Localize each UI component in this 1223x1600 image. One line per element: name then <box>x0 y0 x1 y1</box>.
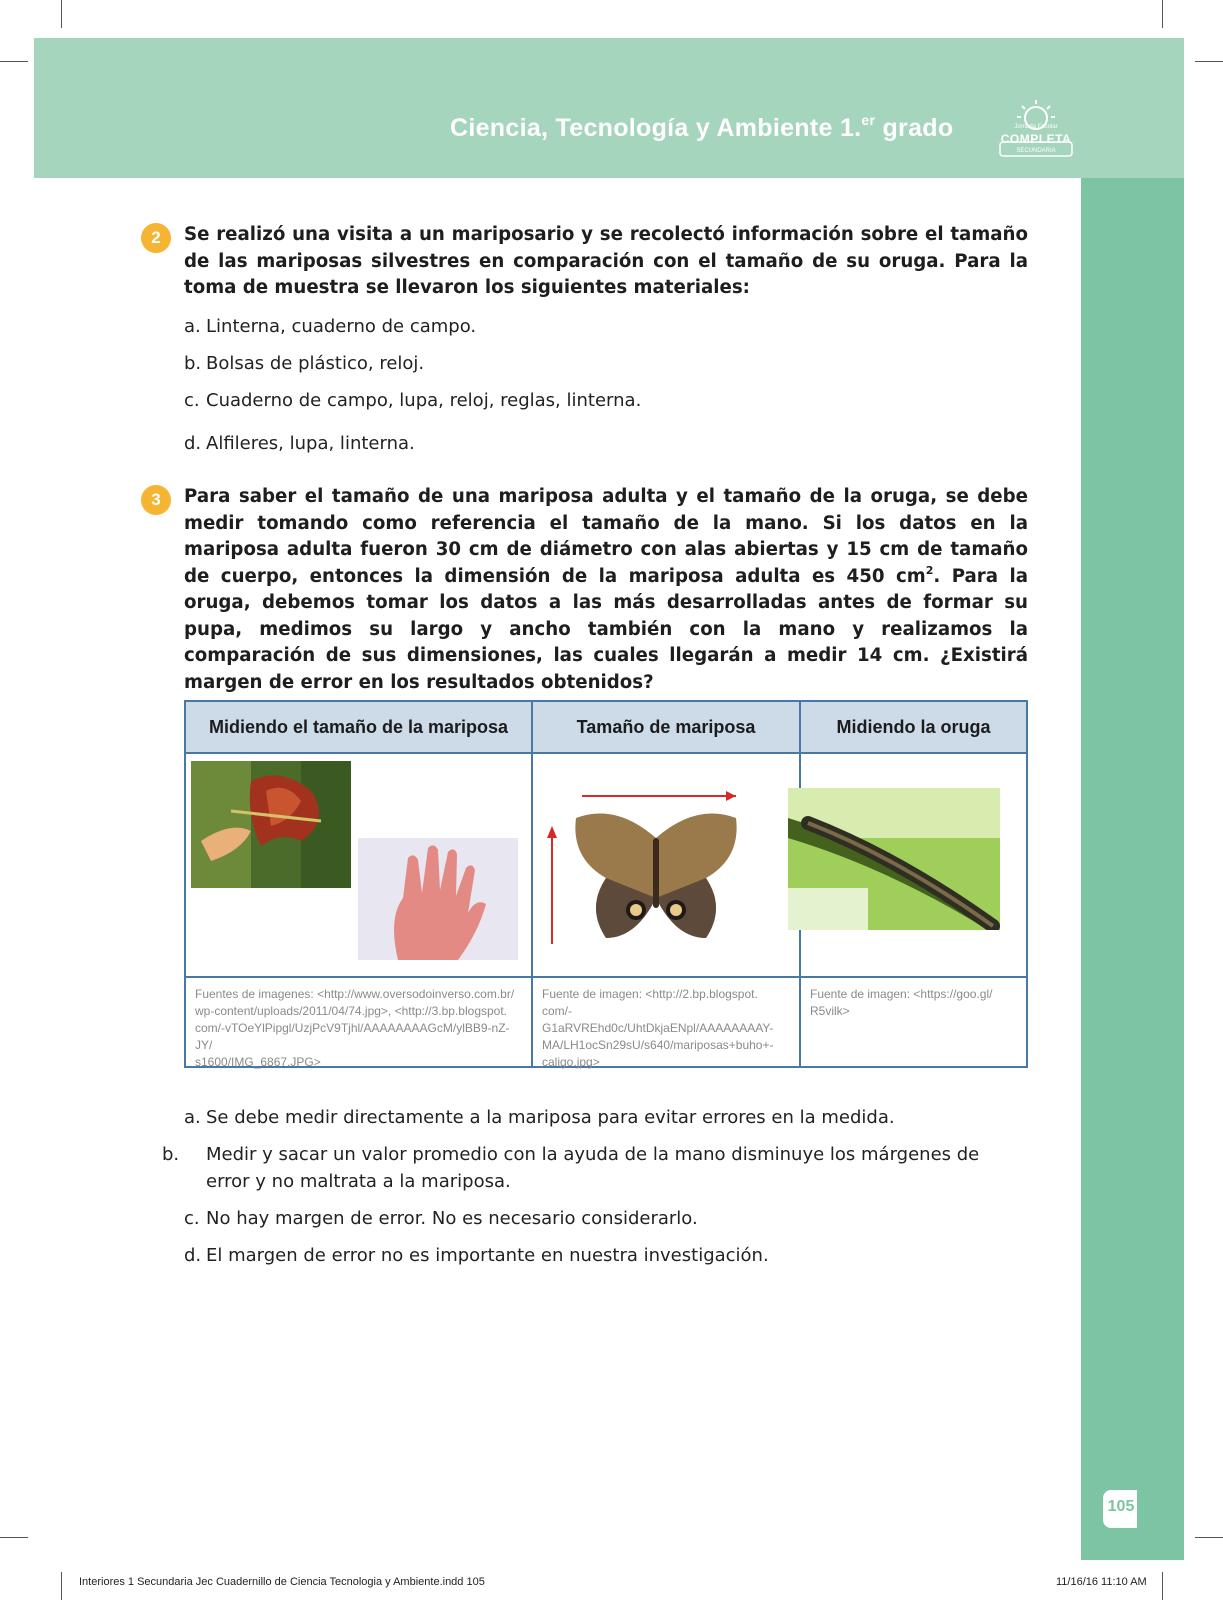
table-header-1: Midiendo el tamaño de la mariposa <box>186 702 531 754</box>
table-source-2: Fuente de imagen: <http://2.bp.blogspot. com/-G1aRVREhd0c/UhtDkjaENpl/AAAAAAAAY- MA/LH1ocSn29sU/s640/mariposas+buho+- caligo.jpg> <box>542 987 774 1069</box>
side-strip <box>1081 178 1184 1560</box>
question-3-option-d: d. El margen de error no es importante en nuestra investigación. <box>184 1245 769 1266</box>
crop-mark-left-top <box>0 61 28 62</box>
image-table <box>184 700 1028 1068</box>
logo-main: COMPLETA <box>1000 132 1072 146</box>
question-2-option-c: c. Cuaderno de campo, lupa, reloj, reglas, linterna. <box>184 390 642 411</box>
crop-mark-bottom-right <box>1162 1572 1163 1600</box>
crop-mark-right-bottom <box>1195 1537 1223 1538</box>
question-3-text: Para saber el tamaño de una mariposa adulta y el tamaño de la oruga, se debe medir tomando como referencia el tamaño de la mano. Si los datos en la mariposa adulta fueron 30 cm de diámetro con alas abiertas y 15 cm de tamaño de cuerpo, entonces la dimensión de la mariposa adulta es 450 $cm^2$. Para la oruga, debemos tomar los datos a las más desarrolladas antes de formar su pupa, medimos su largo y ancho también con la mano y realizamos la comparación de sus dimensiones, las cuales llegarán a medir 14 cm. ¿Existirá margen de error en los resultados obtenidos? <box>184 486 1028 693</box>
crop-mark-top-right <box>1162 0 1163 28</box>
jornada-completa-logo <box>994 98 1078 158</box>
footer-file-info: Interiores 1 Secundaria Jec Cuadernillo de Ciencia Tecnologia y Ambiente.indd 105 <box>79 1576 485 1588</box>
table-source-3: Fuente de imagen: <https://goo.gl/ R5vilk> <box>810 987 993 1018</box>
crop-mark-top-left <box>61 0 62 28</box>
table-divider-1 <box>531 702 533 1066</box>
question-2-option-b: b. Bolsas de plástico, reloj. <box>184 353 425 374</box>
page-title: Ciencia, Tecnología y Ambiente 1.$^{er}$ grado <box>450 112 954 142</box>
table-header-2: Tamaño de mariposa <box>533 702 799 754</box>
logo-line1: Jornada Escolar <box>1014 124 1058 130</box>
question-2-option-a: a. Linterna, cuaderno de campo. <box>184 316 477 337</box>
open-hand-photo <box>358 838 518 960</box>
question-3-badge: 3 <box>141 485 171 515</box>
table-source-1: Fuentes de imagenes: <http://www.oversodoinverso.com.br/ wp-content/uploads/2011/04/74.jpg>, <http://3.bp.blogspot. com/-vTOeYlPipgl/UzjPcV9Tjhl/AAAAAAAAGcM/ylBB9-nZ-JY/ s1600/IMG_6867.JPG> <box>195 987 515 1069</box>
question-2-badge: 2 <box>141 223 171 253</box>
footer-datetime: 11/16/16 11:10 AM <box>1056 1576 1147 1588</box>
page-number: 105 <box>1107 1498 1135 1515</box>
crop-mark-left-bottom <box>0 1537 28 1538</box>
caterpillar-photo <box>788 788 1000 930</box>
crop-mark-bottom-left <box>61 1572 62 1600</box>
question-3-option-b: b. Medir y sacar un valor promedio con la ayuda de la mano disminuye los márgenes de error y no maltrata a la mariposa. <box>162 1144 980 1192</box>
crop-mark-right-top <box>1195 61 1223 62</box>
hand-moth-photo <box>191 761 351 888</box>
owl-butterfly-photo <box>546 788 746 948</box>
question-2-text: Se realizó una visita a un mariposario y se recolectó información sobre el tamaño de las mariposas silvestres en comparación con el tamaño de su oruga. Para la toma de muestra se llevaron los siguientes materiales: <box>184 224 1028 298</box>
table-divider-row <box>186 976 1026 978</box>
logo-line2: SECUNDARIA <box>1016 148 1056 154</box>
table-header-3: Midiendo la oruga <box>801 702 1026 754</box>
question-3-option-c: c. No hay margen de error. No es necesario considerarlo. <box>184 1208 698 1229</box>
question-3-option-a: a. Se debe medir directamente a la mariposa para evitar errores en la medida. <box>184 1107 895 1128</box>
question-2-option-d: d. Alfileres, lupa, linterna. <box>184 433 415 454</box>
